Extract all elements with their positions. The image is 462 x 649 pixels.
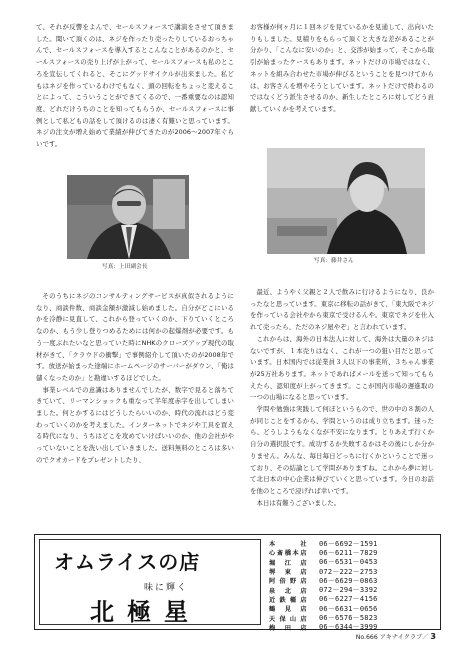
ad-banner-text: オムライスの店 xyxy=(54,550,201,574)
photo-fujii xyxy=(267,148,425,254)
branch-phone: 06－6631－0656 xyxy=(319,604,378,613)
branch-name: 梅田店 xyxy=(269,624,307,632)
branch-name: 阿倍野店 xyxy=(269,578,307,586)
branch-phone: 06－6692－1591 xyxy=(319,539,378,548)
article-paragraph: 最近、ようやく父親と２人で飲みに行けるようになり、良かったなと思っています。東京に移転の話がきて、「東大阪でネジを作っている会社やから東京で受けるんや。東京でネジを仕入れて売ったら、ただのネジ屋やぞ」と言われています。 xyxy=(250,288,434,332)
branch-row xyxy=(269,604,435,613)
portrait-man-image xyxy=(67,175,189,259)
photo-caption-left: 写真：上田副会長 xyxy=(102,264,148,270)
article-paragraph: 学問や勉強は実践して何ぼというもので、世の中の８割の人が同じことをするから、学問というのは成り立ちます。迷ったら、どうしようもなくなが不安になります。とりあえず行くか自分の選択肢です。成功するか失敗するかはその後にしか分かりません。みんな、毎日毎日どっちに行くかということで迷っており、その結論として学問がありますね。これから夢に対して北日本の中心企業は伸びていくと思っています。今日のお話を他のところで浸げれば幸いです。 xyxy=(250,405,434,495)
article-column-left-top xyxy=(36,22,234,151)
article-paragraph: お客様が何ヶ月に１回ネジを見ているかを見通して、出向いたりもしました。見積りをもらって頂くと大きな差があることが分かり、「こんなに安いのか」と、交渉が始まって、そこから取引が始まったケースもあります。ネットだけの市場ではなく、ネットを組み合わせた市場が伸びるということを見つけてからは、お客さんを増やそうとしています。ネットだけで終わるのではなくどう派生させるのか、新生したところに対してどう貢献していくかを考えています。 xyxy=(250,23,434,113)
branch-phone: 072－294－3392 xyxy=(319,586,378,595)
branch-name: 堺東店 xyxy=(269,569,307,577)
branch-phone: 06－6211－7829 xyxy=(319,548,378,557)
branch-row xyxy=(269,623,435,632)
issue-number: No.666 xyxy=(355,634,378,641)
article-paragraph: て、それが反響をよんで、セールスフォースで講演をさせて頂きました。聞いて頂くのは、ネジを作ったり売ったりしているおっちゃんで、セールスフォースを導入するとこんなことがあるのかと、セールスフォースの売り上げが上がって、セールスフォースも私のところを宣伝してくれると、そこにグッドサイクルが出来ました。私どもはネジを作っているわけでもなく、頭の回転をちょっと変えることによって、こういうことができてくるので、一番重要なのは認知度、どれだけうちのことを知ってもらうか、セールスフォースに事例として私どもの話をして頂けるのは凄く有難いと思っています。ネジの注文が増え始めて業績が伸びてきたのが2006～2007年ぐらいです。 xyxy=(36,23,234,149)
branch-row xyxy=(269,613,435,622)
restaurant-advertisement xyxy=(34,534,441,630)
article-closing: 本日は有難うございました。 xyxy=(256,498,341,507)
ad-logo-box xyxy=(39,539,261,625)
article-column-right-bottom xyxy=(250,287,434,509)
portrait-woman-image xyxy=(267,148,425,254)
branch-row xyxy=(269,585,435,594)
branch-name: 天保山店 xyxy=(269,615,307,623)
article-paragraph: これからは、海外の日本法人に対して、海外は大量のネジはないですが、１本売りはなく、これが一つの狙い目だと思っています。日本国内では従業員３人以下の事業所、３ちゃん事業が25万社あります。ネットであればメールを送って知ってもらえたら、認知度が上がってきます。ここが国内市場の遅進取の一つの山場になると思っています。 xyxy=(250,334,434,402)
publication-name: アキナイクラブ／ xyxy=(379,634,429,641)
ad-restaurant-logo: 北極星 xyxy=(90,597,201,626)
branch-name: 泉北店 xyxy=(269,587,307,595)
branch-phone: 06－6344－3999 xyxy=(319,623,378,632)
branch-row xyxy=(269,558,435,567)
article-column-right-top xyxy=(250,22,434,116)
article-column-left-bottom xyxy=(36,291,234,467)
branch-row xyxy=(269,576,435,585)
photo-caption-right: 写真：藤井さん xyxy=(314,258,354,264)
branch-name: 堀江店 xyxy=(269,559,307,567)
branch-row xyxy=(269,595,435,604)
branch-name: 心斎橋本店 xyxy=(269,550,307,558)
branch-phone: 06－6227－4156 xyxy=(319,595,378,604)
article-paragraph: そのうちにネジのコンサルティングサービスが真似されるようになり、商談件数、商談金額が激減し始めました。自分がどこにいるかを冷静に見直して、これから登っていくのか、下りていくところなのか、もう少し登りつめるためには何かの起爆剤が必要です。もう一度ぶれたいなと思っていた時にNHKのクローズアップ現代の取材がきて、「クラウドの衝撃」で事例紹介して頂いたのが2008年です。放送が始まった途端にホームページのサーバーがダウン、「俺は儲くなったのか」と勘違いするほどでした。 xyxy=(36,292,234,382)
branch-phone: 06－6576－5823 xyxy=(319,614,378,623)
branch-row xyxy=(269,539,435,548)
page-footer xyxy=(356,632,436,641)
branch-phone: 06－6531－0453 xyxy=(319,558,378,567)
photo-vice-chairman xyxy=(67,175,189,259)
branch-name: 鶴見店 xyxy=(269,606,307,614)
ad-tagline: 味に輝く xyxy=(144,583,189,593)
branch-name: 本 社 xyxy=(269,541,307,549)
branch-phone: 06－6629－0863 xyxy=(319,576,378,585)
branch-row xyxy=(269,567,435,576)
article-paragraph: 事業レベルでの意識はありませんでしたが、数字で見ると落ちてきていて、リーマンショックも重なって半年度赤字を出してしまいました。何とかするにはどうしたらいいのか、時代の流れはどう変わっていくのかを考えました。インターネットでネジや工具を買える時代になり、うちはどこを攻めていけばいいのか、他の会社がやっていないことを洗い出していきました。送料無料のところは多いのでクオカードをプレゼントしたり、 xyxy=(36,385,234,464)
branch-name: 近鉄橿店 xyxy=(269,596,307,604)
branch-row xyxy=(269,548,435,557)
branch-list xyxy=(269,539,435,632)
branch-phone: 072－222－2753 xyxy=(319,567,378,576)
page-number: 3 xyxy=(430,632,436,641)
